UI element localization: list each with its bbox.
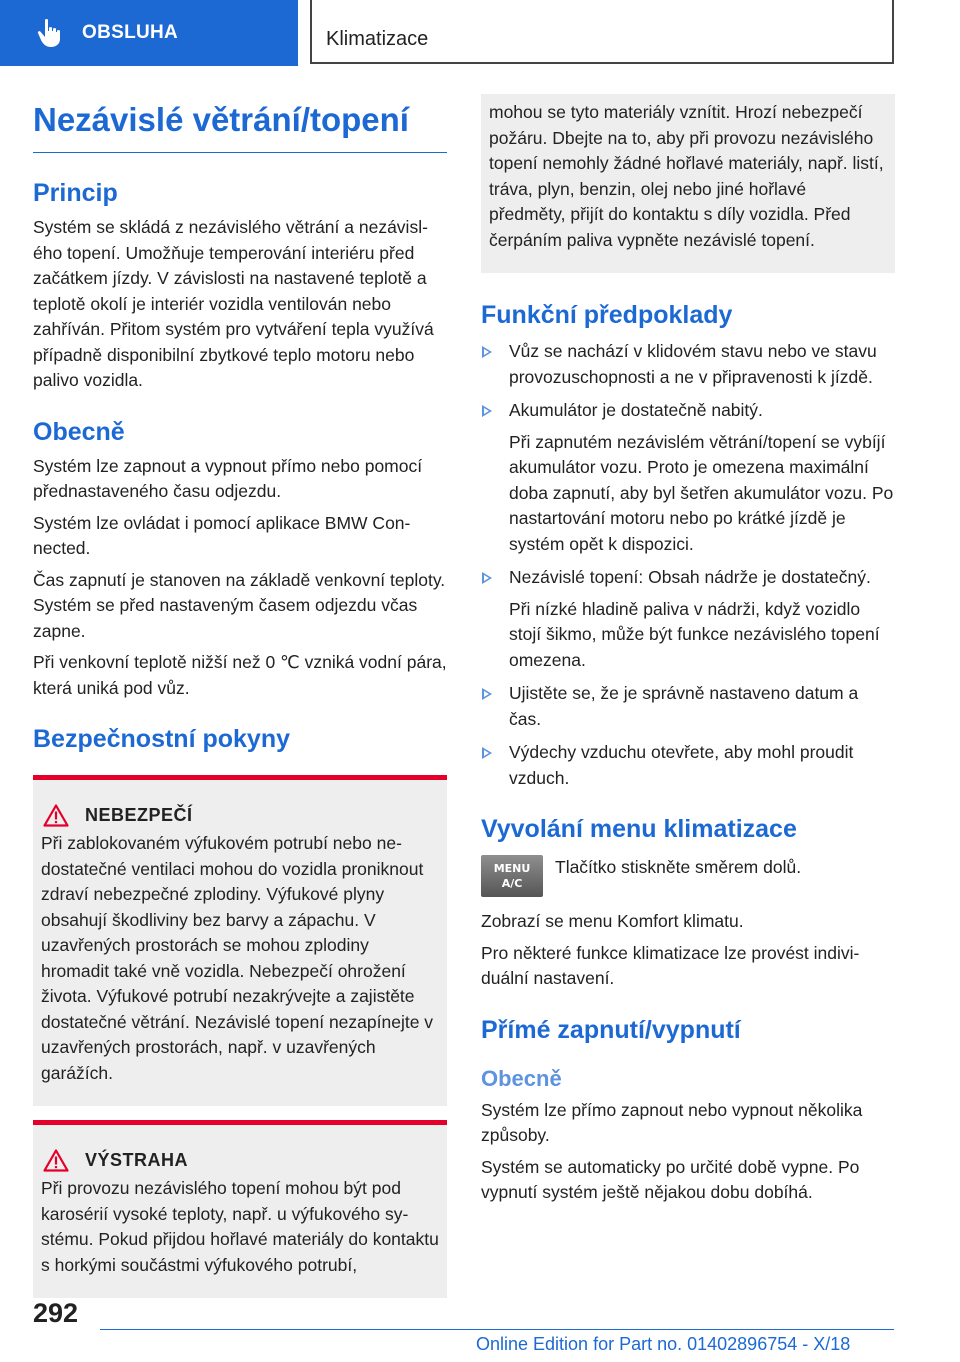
bullet-triangle-icon: [482, 572, 492, 584]
heading-principle: Princip: [33, 179, 118, 207]
chapter-tab[interactable]: [0, 0, 298, 66]
subheading-general: Obecně: [481, 1065, 562, 1091]
section-title: Klimatizace: [326, 28, 429, 50]
pointing-hand-icon: [36, 18, 64, 48]
list-item: [481, 565, 895, 673]
bullet-triangle-icon: [482, 405, 492, 417]
warning-label: VÝSTRAHA: [85, 1150, 189, 1170]
list-item-text: Akumulátor je dostatečně nabitý.: [509, 400, 763, 420]
list-item: [481, 398, 895, 557]
danger-text: Při zablokovaném výfukovém potrubí nebo nedostatečné ventilaci mohou do vozidla proniknout zdraví nebezpečné zplodiny. Výfukové plyny obsahují škodliviny bez barvy a zápachu. V uzavřených prostorách se mohou zplodiny hromadit také vně vozidla. Nebezpečí ohrožení života. Výfukové potrubí nezakrývejte a zajistěte dostatečné větrání. Nezávislé topení nezapínejte v uzavřených prostorách, např. v uzavřených garážích.: [41, 833, 434, 1083]
warning-continuation-box: [481, 94, 895, 273]
footer-divider: [100, 1329, 894, 1330]
list-item-note: Při zapnutém nezávislém větrání/topení se vybíjí akumulátor vozu. Proto je omezena maximální doba zapnutí, aby byl šetřen akumulátor vozu. Po nastartování motoru nebo po krátké jízdě je systém opět k dispozici.: [509, 431, 894, 554]
bullet-triangle-icon: [482, 688, 492, 700]
list-item: [481, 740, 895, 791]
principle-text: Systém se skládá z nezávislého větrání a nezávislého topení. Umožňuje temperování interiéru před začátkem jízdy. V závislosti na nastavené teplotě a teplotě okolí je interiér vozidla ventilován nebo zahříván. Přitom systém pro vytváření tepla využívá případně disponibilní zbytkové teplo motoru nebo palivo vozidla.: [33, 217, 434, 390]
chapter-tab-label: OBSLUHA: [82, 22, 179, 43]
menu-paragraph: Zobrazí se menu Komfort klimatu.: [481, 911, 744, 931]
list-item: [481, 339, 895, 390]
left-column: [33, 100, 447, 1298]
general-paragraph: Systém lze ovládat i pomocí aplikace BMW Connected.: [33, 512, 411, 558]
heading-direct-switch: Přímé zapnutí/vypnutí: [481, 1015, 741, 1044]
heading-safety: Bezpečnostní pokyny: [33, 725, 290, 753]
heading-prerequisites: Funkční předpoklady: [481, 301, 733, 329]
general-paragraph: Čas zapnutí je stanoven na základě venkovní teploty. Systém se před nastaveným časem odjezdu včas zapne.: [33, 569, 446, 641]
danger-label: NEBEZPEČÍ: [85, 805, 193, 825]
heading-climate-menu: Vyvolání menu klimatizace: [481, 815, 797, 843]
page-header: [0, 0, 960, 66]
menu-button-line2: A/C: [501, 877, 523, 890]
danger-box: [33, 775, 447, 1106]
menu-button-text: Tlačítko stiskněte směrem dolů.: [555, 857, 802, 877]
warning-triangle-icon: [43, 804, 69, 827]
warning-continuation-text: mohou se tyto materiály vznítit. Hrozí nebezpečí požáru. Dbejte na to, aby při provozu nezávislého topení nemohly žádné hořlavé materiály, např. listí, tráva, plyn, benzin, olej nebo jiné hořlavé předměty, přijít do kontaktu s díly vozidla. Před čerpáním paliva vypněte nezávislé topení.: [489, 102, 884, 250]
bullet-triangle-icon: [482, 747, 492, 759]
page-title: Nezávislé větrání/topení: [33, 100, 447, 153]
warning-triangle-icon: [43, 1149, 69, 1172]
list-item-text: Nezávislé topení: Obsah nádrže je dostatečný.: [509, 567, 871, 587]
warning-text: Při provozu nezávislého topení mohou být pod karosérií vysoké teploty, např. u výfukového systému. Pokud přijdou hořlavé materiály do kontaktu s horkými součástmi výfukového potrubí,: [41, 1178, 439, 1275]
list-item-note: Při nízké hladině paliva v nádrži, když vozidlo stojí šikmo, může být funkce nezávislého topení omezena.: [509, 598, 880, 670]
menu-ac-button-icon: [481, 855, 543, 897]
direct-paragraph: Systém lze přímo zapnout nebo vypnout několika způsoby.: [481, 1099, 863, 1145]
right-column: [481, 100, 895, 1206]
list-item-text: Vůz se nachází v klidovém stavu nebo ve stavu provozuschopnosti a ne v připravenosti k jízdě.: [509, 341, 877, 387]
warning-box: [33, 1120, 447, 1298]
list-item-text: Výdechy vzduchu otevřete, aby mohl proudit vzduch.: [509, 742, 854, 788]
list-item-text: Ujistěte se, že je správně nastaveno datum a čas.: [509, 683, 859, 729]
list-item: [481, 681, 895, 732]
menu-button-row: [481, 855, 895, 897]
prerequisites-list: [481, 339, 895, 791]
menu-button-line1: MENU: [493, 862, 531, 875]
direct-paragraph: Systém se automaticky po určité době vypne. Po vypnutí systém ještě nějakou dobu dobíhá.: [481, 1156, 860, 1202]
footer-edition[interactable]: Online Edition for Part no. 01402896754 - X/18: [476, 1334, 851, 1354]
bullet-triangle-icon: [482, 346, 492, 358]
heading-general: Obecně: [33, 417, 125, 446]
general-paragraph: Systém lze zapnout a vypnout přímo nebo pomocí přednastaveného času odjezdu.: [33, 455, 423, 501]
section-title-box: [310, 0, 894, 64]
page-number: 292: [33, 1298, 79, 1328]
general-paragraph: Při venkovní teplotě nižší než 0 ℃ vzniká vodní pára, která uniká pod vůz.: [33, 652, 447, 698]
menu-paragraph: Pro některé funkce klimatizace lze provést individuální nastavení.: [481, 942, 860, 988]
